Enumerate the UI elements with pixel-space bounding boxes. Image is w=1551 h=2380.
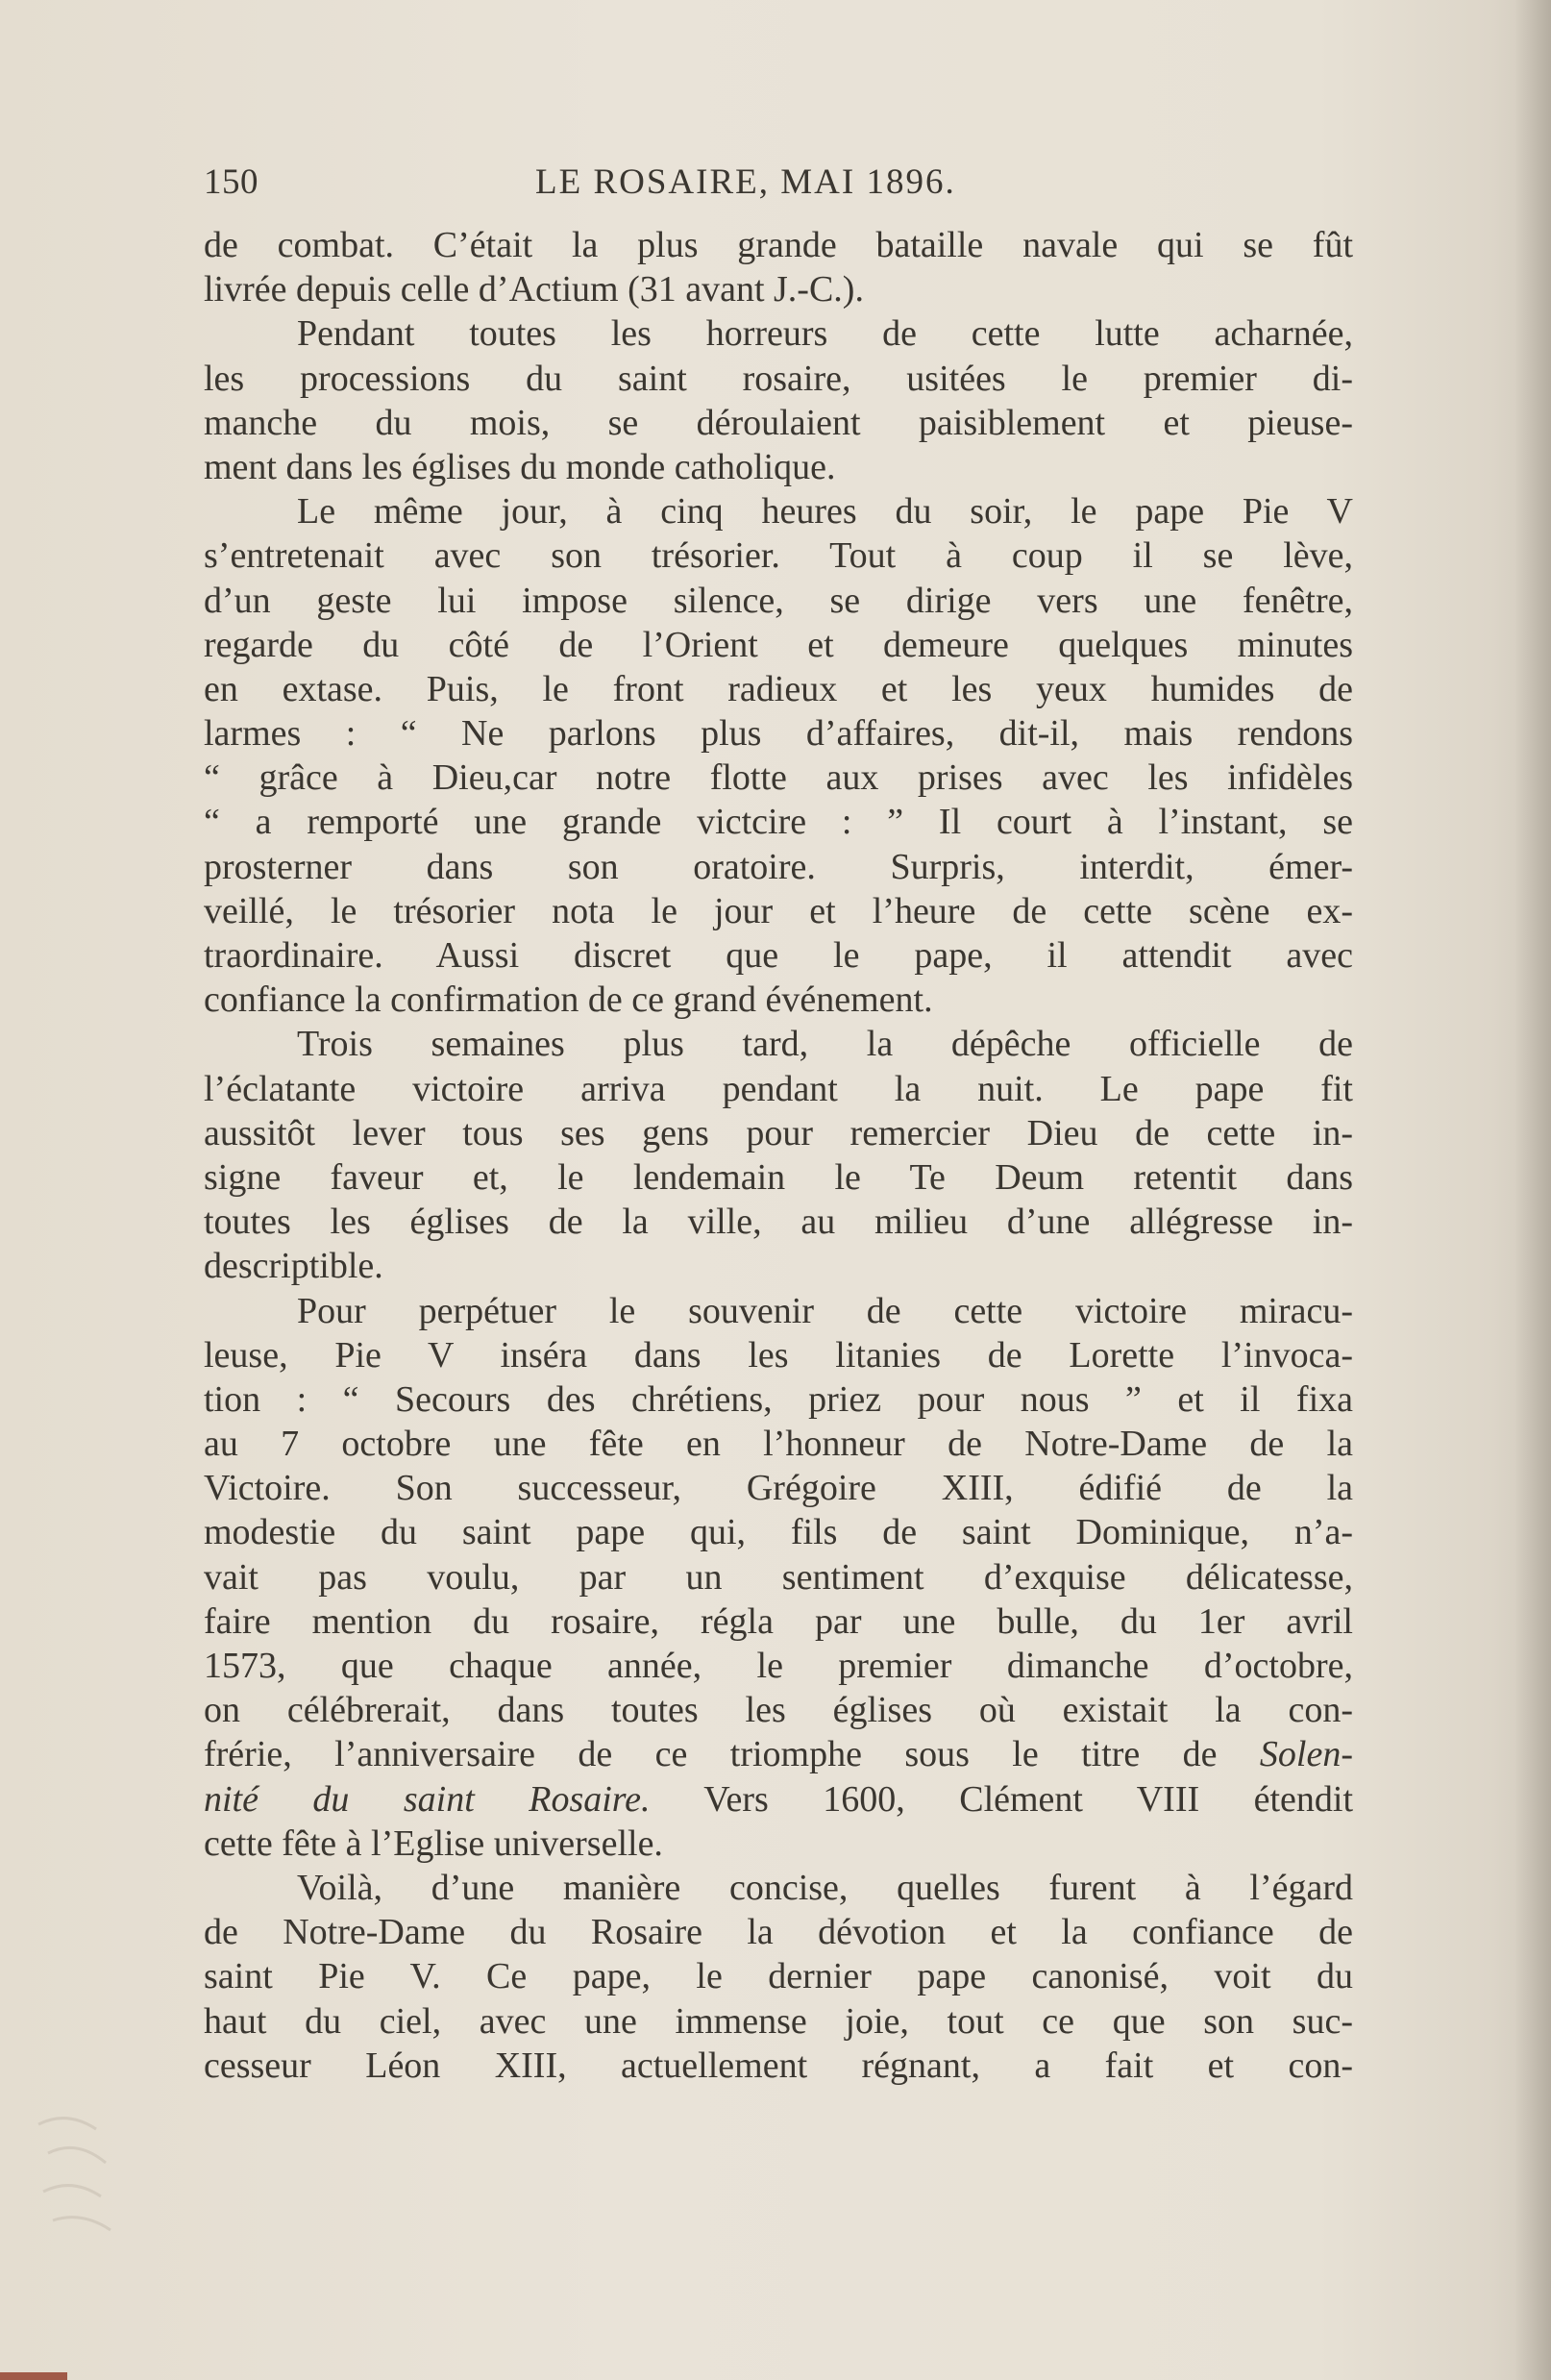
text-line: descriptible. [204, 1246, 383, 1287]
text-line: cette fête à l’Eglise universelle. [204, 1822, 663, 1864]
text-run: Vers 1600, Clément VIII étendit [650, 1778, 1353, 1820]
embossed-stamp-mark [29, 2105, 125, 2249]
text-line: l’éclatante victoire arriva pendant la nuit. Le pape fit [204, 1068, 1353, 1109]
page-number: 150 [204, 162, 258, 202]
paragraph-start-line: Le même jour, à cinq heures du soir, le pape Pie V [297, 491, 1353, 533]
text-line: s’entretenait avec son trésorier. Tout à coup il se lève, [204, 535, 1353, 577]
page-gutter-shadow [1514, 0, 1551, 2380]
text-line: manche du mois, se déroulaient paisiblement et pieuse- [204, 402, 1353, 443]
text-line-with-italic [204, 1777, 1353, 1822]
text-line-with-italic [204, 1732, 1353, 1776]
text-line: leuse, Pie V inséra dans les litanies de Lorette l’invoca- [204, 1334, 1353, 1376]
italic-text-run: Solen- [1259, 1734, 1353, 1775]
text-line: confiance la confirmation de ce grand événement. [204, 979, 933, 1021]
text-line: de Notre-Dame du Rosaire la dévotion et la confiance de [204, 1912, 1353, 1953]
text-line: veillé, le trésorier nota le jour et l’heure de cette scène ex- [204, 890, 1353, 931]
body-text [204, 223, 1353, 2088]
text-line: modestie du saint pape qui, fils de saint Dominique, n’a- [204, 1512, 1353, 1553]
text-line: au 7 octobre une fête en l’honneur de Notre-Dame de la [204, 1424, 1353, 1465]
text-line: regarde du côté de l’Orient et demeure quelques minutes [204, 624, 1353, 665]
text-line: livrée depuis celle d’Actium (31 avant J.-C.). [204, 269, 864, 310]
text-line: de combat. C’était la plus grande bataille navale qui se fût [204, 225, 1353, 265]
text-line: faire mention du rosaire, régla par une bulle, du 1er avril [204, 1600, 1353, 1642]
paragraph-start-line: Voilà, d’une manière concise, quelles furent à l’égard [297, 1867, 1353, 1908]
text-line: toutes les églises de la ville, au milieu d’une allégresse in- [204, 1202, 1353, 1243]
text-line: saint Pie V. Ce pape, le dernier pape canonisé, voit du [204, 1956, 1353, 1997]
page-edge-strip [0, 2372, 67, 2380]
text-line: haut du ciel, avec une immense joie, tout ce que son suc- [204, 2000, 1353, 2042]
paragraph-start-line: Pour perpétuer le souvenir de cette victoire miracu- [297, 1290, 1353, 1331]
text-line: “ grâce à Dieu,car notre flotte aux prises avec les infidèles [204, 757, 1353, 799]
running-header [204, 161, 1349, 213]
text-run: frérie, l’anniversaire de ce triomphe sous le titre de [204, 1734, 1260, 1775]
text-line: larmes : “ Ne parlons plus d’affaires, dit-il, mais rendons [204, 713, 1353, 755]
paragraph-start-line: Trois semaines plus tard, la dépêche officielle de [297, 1024, 1353, 1065]
paragraph-start-line: Pendant toutes les horreurs de cette lutte acharnée, [297, 313, 1353, 355]
text-line: “ a remporté une grande victcire : ” Il court à l’instant, se [204, 802, 1353, 843]
text-line: les processions du saint rosaire, usitées le premier di- [204, 358, 1353, 399]
text-line: vait pas voulu, par un sentiment d’exquise délicatesse, [204, 1556, 1353, 1598]
text-line: Victoire. Son successeur, Grégoire XIII, édifié de la [204, 1468, 1353, 1509]
text-line: prosterner dans son oratoire. Surpris, interdit, émer- [204, 846, 1353, 887]
italic-text-run: nité du saint Rosaire. [204, 1778, 651, 1820]
text-line: aussitôt lever tous ses gens pour remercier Dieu de cette in- [204, 1112, 1353, 1153]
text-line: en extase. Puis, le front radieux et les yeux humides de [204, 668, 1353, 709]
text-line: tion : “ Secours des chrétiens, priez pour nous ” et il fixa [204, 1378, 1353, 1420]
text-line: 1573, que chaque année, le premier dimanche d’octobre, [204, 1646, 1353, 1686]
text-line: signe faveur et, le lendemain le Te Deum retentit dans [204, 1156, 1353, 1198]
text-line: traordinaire. Aussi discret que le pape, il attendit avec [204, 935, 1353, 976]
text-line: cesseur Léon XIII, actuellement régnant, a fait et con- [204, 2045, 1353, 2086]
text-line: ment dans les églises du monde catholique. [204, 446, 836, 487]
text-line: on célébrerait, dans toutes les églises où existait la con- [204, 1690, 1353, 1731]
running-title: LE ROSAIRE, MAI 1896. [535, 162, 956, 202]
text-line: d’un geste lui impose silence, se dirige vers une fenêtre, [204, 580, 1353, 621]
